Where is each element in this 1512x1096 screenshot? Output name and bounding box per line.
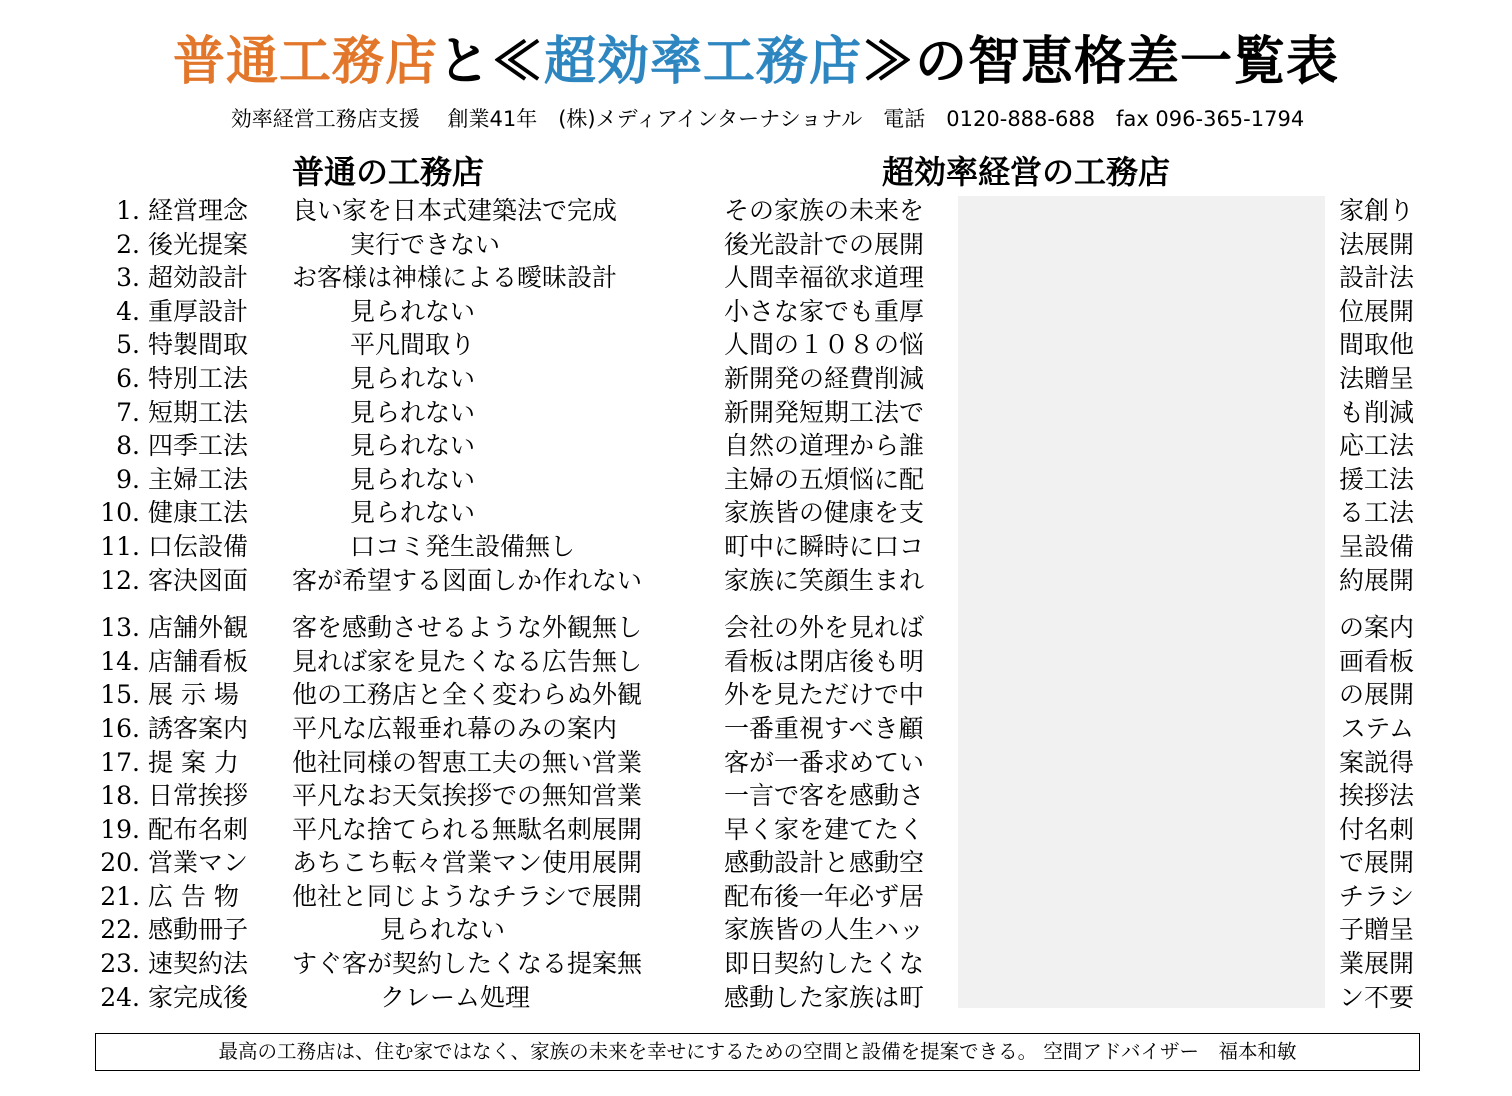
row-super-head: 人間幸福欲求道理 — [724, 263, 925, 293]
row-normal-builder: 客が希望する図面しか作れない — [292, 565, 643, 595]
row-super-tail: 画看板 — [1338, 646, 1414, 676]
row-topic: 健康工法 — [148, 498, 249, 528]
row-super-head: 感動設計と感動空 — [724, 848, 925, 878]
row-normal-builder: 見られない — [350, 464, 476, 494]
row-super-tail: 案説得 — [1338, 747, 1414, 777]
row-topic: 配布名刺 — [148, 814, 249, 844]
redaction-block — [958, 196, 1325, 1008]
row-topic: 後光提案 — [148, 229, 249, 259]
row-super-tail: 間取他 — [1338, 330, 1414, 360]
row-normal-builder: 見られない — [380, 915, 506, 945]
row-topic: 客決図面 — [148, 565, 249, 595]
title-connector: と≪ — [437, 31, 544, 92]
row-topic: 主婦工法 — [148, 464, 249, 494]
row-super-head: 家族皆の健康を支 — [724, 498, 925, 528]
row-super-head: 家族皆の人生ハッ — [724, 915, 925, 945]
row-topic: 営業マン — [148, 848, 249, 878]
row-super-tail: る工法 — [1338, 498, 1414, 528]
column-header-super: 超効率経営の工務店 — [882, 153, 1171, 191]
footer-box — [95, 1033, 1420, 1071]
row-super-tail: 位展開 — [1338, 296, 1414, 326]
row-number: 17. — [100, 747, 140, 777]
row-normal-builder: すぐ客が契約したくなる提案無 — [292, 949, 643, 979]
row-super-tail: チラシ — [1338, 881, 1414, 911]
row-number: 22. — [100, 915, 140, 945]
row-number: 20. — [100, 848, 140, 878]
row-normal-builder: 見られない — [350, 397, 476, 427]
row-topic: 速契約法 — [148, 949, 249, 979]
page-title — [0, 30, 1512, 94]
row-number: 23. — [100, 949, 140, 979]
row-normal-builder: 口コミ発生設備無し — [350, 531, 576, 561]
row-super-tail: 挨拶法 — [1338, 781, 1414, 811]
row-super-head: 客が一番求めてい — [724, 747, 925, 777]
row-super-tail: 約展開 — [1338, 565, 1414, 595]
row-topic: 超効設計 — [148, 263, 249, 293]
row-normal-builder: 見られない — [350, 431, 476, 461]
row-super-head: 即日契約したくな — [724, 949, 925, 979]
row-super-head: 早く家を建てたく — [724, 814, 925, 844]
row-normal-builder: 良い家を日本式建築法で完成 — [292, 196, 618, 225]
row-normal-builder: お客様は神様による曖昧設計 — [292, 263, 618, 293]
row-normal-builder: 実行できない — [350, 229, 501, 259]
row-topic: 四季工法 — [148, 431, 249, 461]
row-topic: 短期工法 — [148, 397, 249, 427]
row-number: 3. — [116, 263, 140, 293]
row-super-head: 新開発短期工法で — [724, 397, 925, 427]
row-super-tail: の展開 — [1338, 680, 1414, 710]
row-normal-builder: 見られない — [350, 498, 476, 528]
row-number: 13. — [100, 613, 140, 643]
row-topic: 店舗看板 — [148, 646, 249, 676]
row-topic: 特製間取 — [148, 330, 249, 360]
row-topic: 感動冊子 — [148, 915, 249, 945]
row-number: 5. — [116, 330, 140, 360]
row-super-head: 新開発の経費削減 — [724, 363, 925, 393]
row-normal-builder: クレーム処理 — [380, 982, 531, 1012]
row-super-head: 主婦の五煩悩に配 — [724, 464, 925, 494]
row-number: 4. — [116, 296, 140, 326]
row-super-head: 一言で客を感動さ — [724, 781, 925, 811]
row-super-tail: 援工法 — [1338, 464, 1414, 494]
row-number: 14. — [100, 646, 140, 676]
row-super-head: 配布後一年必ず居 — [724, 881, 925, 911]
row-number: 2. — [116, 229, 140, 259]
row-number: 6. — [116, 363, 140, 393]
column-header-normal: 普通の工務店 — [292, 153, 485, 191]
row-normal-builder: 平凡な捨てられる無駄名刺展開 — [292, 814, 643, 844]
row-normal-builder: 平凡間取り — [350, 330, 476, 360]
row-super-head: 家族に笑顔生まれ — [724, 565, 925, 595]
row-number: 21. — [100, 881, 140, 911]
row-topic: 特別工法 — [148, 363, 249, 393]
row-number: 16. — [100, 713, 140, 743]
row-topic: 店舗外観 — [148, 613, 249, 643]
row-super-tail: 子贈呈 — [1338, 915, 1414, 945]
row-number: 9. — [116, 464, 140, 494]
row-super-tail: 法展開 — [1338, 229, 1414, 259]
row-super-head: 後光設計での展開 — [724, 229, 925, 259]
title-normal-builder: 普通工務店 — [172, 31, 438, 92]
row-super-tail: 呈設備 — [1338, 531, 1414, 561]
row-topic: 経営理念 — [148, 196, 249, 225]
row-topic: 誘客案内 — [148, 713, 249, 743]
row-super-tail: で展開 — [1338, 848, 1414, 878]
row-number: 7. — [116, 397, 140, 427]
row-normal-builder: 他の工務店と全く変わらぬ外観 — [292, 680, 643, 710]
row-number: 12. — [100, 565, 140, 595]
row-normal-builder: 平凡な広報垂れ幕のみの案内 — [292, 713, 618, 743]
row-super-tail: ン不要 — [1338, 982, 1414, 1012]
row-normal-builder: 客を感動させるような外観無し — [292, 613, 643, 643]
row-super-head: 看板は閉店後も明 — [724, 646, 925, 676]
row-super-tail: 法贈呈 — [1338, 363, 1414, 393]
row-normal-builder: 他社と同じようなチラシで展開 — [292, 881, 643, 911]
row-super-head: 会社の外を見れば — [724, 613, 925, 643]
row-super-head: 外を見ただけで中 — [724, 680, 925, 710]
row-super-tail: 付名刺 — [1338, 814, 1414, 844]
row-super-tail: の案内 — [1338, 613, 1414, 643]
row-topic: 口伝設備 — [148, 531, 249, 561]
row-super-tail: 家創り — [1338, 196, 1414, 225]
row-normal-builder: あちこち転々営業マン使用展開 — [292, 848, 643, 878]
company-info: 効率経営工務店支援 創業41年 (株)メディアインターナショナル 電話 0120-888-688 fax 096-365-1794 — [230, 107, 1305, 131]
row-topic: 重厚設計 — [148, 296, 249, 326]
row-super-tail: 応工法 — [1338, 431, 1414, 461]
row-number: 1. — [116, 196, 140, 225]
row-super-head: 感動した家族は町 — [724, 982, 925, 1012]
row-normal-builder: 見れば家を見たくなる広告無し — [292, 646, 643, 676]
row-number: 8. — [116, 431, 140, 461]
row-topic: 家完成後 — [148, 982, 249, 1012]
row-super-head: 町中に瞬時に口コ — [724, 531, 925, 561]
row-topic: 提 案 力 — [148, 747, 239, 777]
row-super-tail: 業展開 — [1338, 949, 1414, 979]
row-super-tail: 設計法 — [1338, 263, 1414, 293]
row-number: 10. — [100, 498, 140, 528]
row-normal-builder: 他社同様の智恵工夫の無い営業 — [292, 747, 643, 777]
row-normal-builder: 見られない — [350, 296, 476, 326]
row-topic: 広 告 物 — [148, 881, 239, 911]
row-super-tail: も削減 — [1338, 397, 1414, 427]
row-number: 15. — [100, 680, 140, 710]
row-super-head: 小さな家でも重厚 — [724, 296, 925, 326]
row-super-head: 人間の１０８の悩 — [724, 330, 925, 360]
row-super-head: 自然の道理から誰 — [724, 431, 925, 461]
title-super-builder: 超効率工務店 — [544, 31, 863, 92]
row-number: 24. — [100, 982, 140, 1012]
row-normal-builder: 平凡なお天気挨拶での無知営業 — [292, 781, 643, 811]
row-topic: 日常挨拶 — [148, 781, 249, 811]
row-super-head: 一番重視すべき顧 — [724, 713, 924, 743]
row-number: 19. — [100, 814, 140, 844]
row-normal-builder: 見られない — [350, 363, 476, 393]
row-number: 11. — [100, 531, 140, 561]
row-super-head: その家族の未来を — [724, 196, 925, 225]
title-suffix: ≫の智恵格差一覧表 — [862, 31, 1340, 92]
footer-text: 最高の工務店は、住む家ではなく、家族の未来を幸せにするための空間と設備を提案できる。 空間アドバイザー 福本和敏 — [218, 1040, 1297, 1063]
row-number: 18. — [100, 781, 140, 811]
row-topic: 展 示 場 — [148, 680, 239, 710]
row-super-tail: ステム — [1340, 713, 1414, 743]
